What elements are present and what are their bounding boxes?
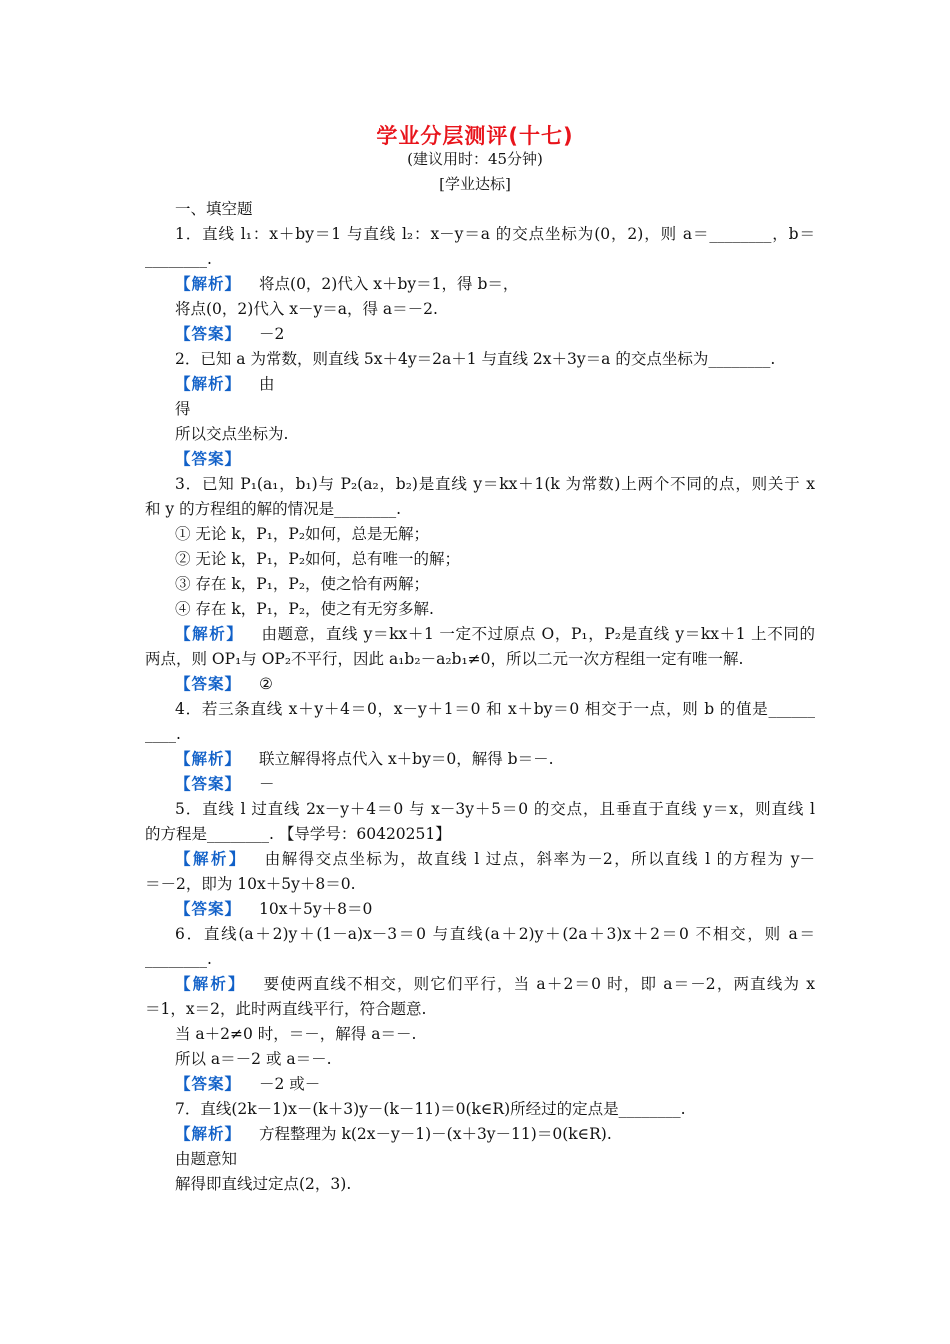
analysis-1: [175, 273, 815, 295]
question-5-cont: 的方程是________. 【导学号：60420251】: [145, 825, 451, 843]
answer-text: －2 或－: [259, 1075, 321, 1093]
analysis-text: 由解得交点坐标为，故直线 l 过点，斜率为－2，所以直线 l 的方程为 y－: [264, 850, 815, 868]
analysis-tag: 【解析】: [175, 849, 247, 868]
answer-text: －: [259, 775, 275, 793]
answer-text: 10x＋5y＋8＝0: [259, 900, 373, 918]
analysis-tag: 【解析】: [175, 274, 242, 293]
analysis-2: [175, 373, 815, 395]
analysis-3-cont: 两点，则 OP₁与 OP₂不平行，因此 a₁b₂－a₂b₁≠0，所以二元一次方程组一定有唯一解.: [145, 650, 744, 668]
question-4-cont: ____.: [145, 725, 181, 743]
analysis-5-cont: ＝－2，即为 10x＋5y＋8＝0.: [145, 875, 356, 893]
option-4: ④ 存在 k，P₁，P₂，使之有无穷多解.: [175, 600, 434, 618]
analysis-7-cont: 由题意知: [175, 1150, 238, 1168]
analysis-6: [175, 973, 815, 995]
analysis-7-cont2: 解得即直线过定点(2，3).: [175, 1175, 352, 1193]
answer-tag: 【答案】: [175, 324, 242, 343]
question-3: 3．已知 P₁(a₁，b₁)与 P₂(a₂，b₂)是直线 y＝kx＋1(k 为常数)上两个不同的点，则关于 x: [175, 475, 815, 493]
answer-5: [175, 898, 815, 920]
section-tag: [学业达标]: [439, 175, 511, 193]
analysis-tag: 【解析】: [175, 624, 244, 643]
answer-4: [175, 773, 815, 795]
option-3: ③ 存在 k，P₁，P₂，使之恰有两解；: [175, 575, 430, 593]
analysis-6-cont3: 所以 a＝－2 或 a＝－.: [175, 1050, 332, 1068]
question-1-cont: ________.: [145, 250, 212, 268]
question-3-cont: 和 y 的方程组的解的情况是________.: [145, 500, 402, 518]
analysis-4: [175, 748, 815, 770]
answer-3: [175, 673, 815, 695]
part-heading: 一、填空题: [175, 200, 253, 218]
answer-tag: 【答案】: [175, 449, 242, 468]
analysis-2-cont2: 所以交点坐标为.: [175, 425, 289, 443]
analysis-tag: 【解析】: [175, 974, 246, 993]
analysis-7: [175, 1123, 815, 1145]
option-2: ② 无论 k，P₁，P₂如何，总有唯一的解；: [175, 550, 461, 568]
analysis-tag: 【解析】: [175, 374, 242, 393]
analysis-tag: 【解析】: [175, 749, 242, 768]
answer-1: [175, 323, 815, 345]
analysis-text: 由: [259, 375, 275, 393]
analysis-5: [175, 848, 815, 870]
answer-tag: 【答案】: [175, 899, 242, 918]
question-7: 7．直线(2k－1)x－(k＋3)y－(k－11)＝0(k∈R)所经过的定点是________.: [175, 1100, 686, 1118]
analysis-text: 联立解得将点代入 x＋by＝0，解得 b＝－.: [259, 750, 554, 768]
answer-tag: 【答案】: [175, 674, 242, 693]
analysis-text: 方程整理为 k(2x－y－1)－(x＋3y－11)＝0(k∈R).: [259, 1125, 612, 1143]
answer-text: －2: [259, 325, 285, 343]
option-1: ① 无论 k，P₁，P₂如何，总是无解；: [175, 525, 430, 543]
time-hint: (建议用时：45分钟): [407, 150, 543, 168]
analysis-text: 由题意，直线 y＝kx＋1 一定不过原点 O，P₁，P₂是直线 y＝kx＋1 上不同的: [261, 625, 815, 643]
question-5: 5．直线 l 过直线 2x－y＋4＝0 与 x－3y＋5＝0 的交点，且垂直于直线 y＝x，则直线 l: [175, 800, 815, 818]
answer-text: ②: [259, 675, 273, 693]
question-6: 6．直线(a＋2)y＋(1－a)x－3＝0 与直线(a＋2)y＋(2a＋3)x＋2＝0 不相交，则 a＝: [175, 925, 815, 943]
analysis-text: 要使两直线不相交，则它们平行，当 a＋2＝0 时，即 a＝－2，两直线为 x: [263, 975, 815, 993]
answer-tag: 【答案】: [175, 1074, 242, 1093]
analysis-3: [175, 623, 815, 645]
analysis-6-cont2: 当 a＋2≠0 时，＝－，解得 a＝－.: [175, 1025, 417, 1043]
answer-6: [175, 1073, 815, 1095]
question-4: 4．若三条直线 x＋y＋4＝0，x－y＋1＝0 和 x＋by＝0 相交于一点，则 b 的值是______: [175, 700, 815, 718]
analysis-2-cont: 得: [175, 400, 191, 418]
analysis-text: 将点(0，2)代入 x＋by＝1，得 b＝，: [259, 275, 519, 293]
answer-2: [175, 448, 815, 470]
question-1: 1．直线 l₁：x＋by＝1 与直线 l₂：x－y＝a 的交点坐标为(0，2)，则 a＝________，b＝: [175, 225, 815, 243]
question-6-cont: ________.: [145, 950, 212, 968]
analysis-6-cont: ＝1，x＝2，此时两直线平行，符合题意.: [145, 1000, 427, 1018]
question-2: 2．已知 a 为常数，则直线 5x＋4y＝2a＋1 与直线 2x＋3y＝a 的交点坐标为________.: [175, 350, 776, 368]
answer-tag: 【答案】: [175, 774, 242, 793]
analysis-1-cont: 将点(0，2)代入 x－y＝a，得 a＝－2.: [175, 300, 438, 318]
analysis-tag: 【解析】: [175, 1124, 242, 1143]
page-title: 学业分层测评(十七): [376, 124, 574, 148]
